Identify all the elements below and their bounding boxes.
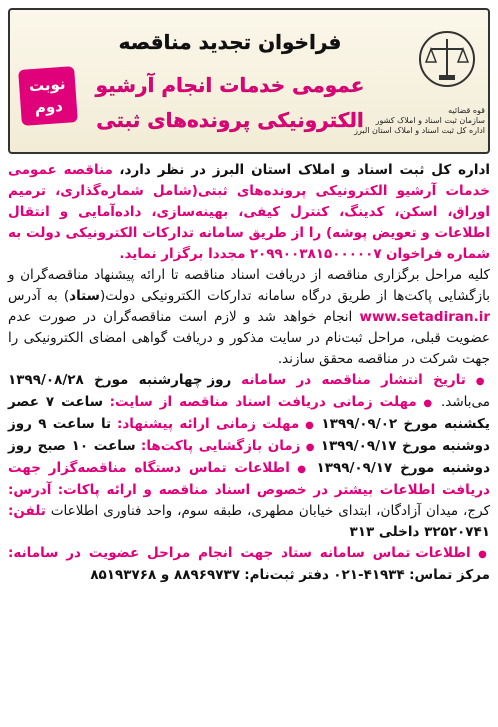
opening-label: زمان بازگشایی پاکت‌ها: [140, 438, 301, 454]
title-line-1: فراخوان تجدید مناقصه [118, 30, 342, 54]
org-line-3: اداره کل ثبت اسناد و املاک استان البرز [354, 126, 485, 135]
dates-paragraph [8, 370, 490, 543]
publish-tail: می‌باشد. [440, 394, 491, 410]
intro-paragraph [8, 160, 490, 265]
phone-label: تلفن: [8, 503, 46, 519]
publish-label: تاریخ انتشار مناقصه در سامانه [241, 372, 466, 388]
process-text-2: ) به آدرس [8, 288, 70, 304]
address-label: آدرس: [8, 482, 52, 498]
tender-number: ۲۰۹۹۰۰۳۸۱۵۰۰۰۰۰۷ [249, 246, 382, 262]
bullet-icon: ● [423, 398, 435, 409]
call-center-label: مرکز تماس: [409, 567, 490, 583]
second-round-badge: نوبت دوم [18, 66, 78, 126]
opening-value: ساعت ۱۰ صبح روز دوشنبه مورخ ۱۳۹۹/۰۹/۱۷ [8, 438, 490, 476]
bullet-icon: ● [297, 464, 310, 475]
setad-contact-paragraph [8, 543, 490, 586]
judiciary-emblem-icon [410, 24, 484, 96]
office-label: دفتر ثبت‌نام: [244, 567, 329, 583]
title-line-3: الکترونیکی پرونده‌های ثبتی [96, 108, 364, 132]
setad-url-link[interactable]: www.setadiran.ir [359, 309, 490, 325]
address-value: کرج، میدان آزادگان، ابتدای خیابان مطهری، طبقه سوم، واحد فناوری اطلاعات [50, 503, 490, 519]
call-center-value: ۴۱۹۳۴-۰۲۱ [333, 567, 405, 583]
notice-header [8, 8, 490, 154]
receive-label: مهلت زمانی دریافت اسناد مناقصه از سایت: [109, 394, 417, 410]
process-text-1: کلیه مراحل برگزاری مناقصه از دریافت اسناد مناقصه تا ارائه پیشنهاد مناقصه‌گران و بازگشایی پاکت‌ها از طریق درگاه سامانه تدارکات الکترونیکی دولت( [8, 267, 490, 304]
phone-value: ۳۲۵۲۰۷۴۱ داخلی ۳۱۳ [349, 524, 490, 540]
submit-value: تا ساعت ۹ روز دوشنبه مورخ ۱۳۹۹/۰۹/۱۷ [8, 416, 490, 454]
process-text-3: انجام خواهد شد و لازم است مناقصه‌گران در صورت عدم عضویت قبلی، مراحل ثبت‌نام در سایت مذکور و دریافت گواهی امضای الکترونیکی را جهت شرکت در مناقصه محقق سازند. [8, 309, 490, 367]
setad-word: ستاد [69, 288, 100, 304]
notice-body [8, 160, 490, 586]
intro-description: خدمات آرشیو الکترونیکی پرونده‌های ثبتی(شامل شماره‌گذاری، ترمیم اوراق، اسکن، کدینگ، کنترل کیفی، بهینه‌سازی، داده‌آمایی و انتقال اطلاعات و تعویض پوشه) را از طریق سامانه تدارکات الکترونیکی دولت به شماره فراخوان [8, 183, 490, 262]
publish-value: روز چهارشنبه مورخ ۱۳۹۹/۰۸/۲۸ [8, 372, 232, 388]
process-paragraph [8, 265, 490, 370]
contact-label: اطلاعات تماس دستگاه مناقصه‌گزار جهت دریافت اطلاعات بیشتر در خصوص اسناد مناقصه و ارائه پاکات: [8, 460, 490, 498]
bullet-icon: ● [305, 420, 316, 431]
intro-ending: مجددا برگزار نماید. [119, 246, 246, 262]
org-line-2: سازمان ثبت اسناد و املاک کشور [375, 116, 485, 125]
title-line-2: عمومی خدمات انجام آرشیو [95, 73, 365, 97]
intro-highlight: مناقصه عمومی [8, 162, 113, 178]
bullet-icon: ● [305, 442, 316, 453]
office-value: ۸۸۹۶۹۷۳۷ و ۸۵۱۹۳۷۶۸ [90, 567, 240, 583]
submit-label: مهلت زمانی ارائه پیشنهاد: [116, 416, 300, 432]
receive-value: ساعت ۷ عصر یکشنبه مورخ ۱۳۹۹/۰۹/۰۲ [8, 394, 490, 432]
org-line-1: قوه قضائیه [448, 106, 485, 115]
bullet-icon: ● [478, 549, 490, 560]
bullet-icon: ● [475, 376, 491, 387]
intro-text: اداره کل ثبت اسناد و املاک استان البرز در نظر دارد، [119, 162, 491, 178]
setad-contact-label: اطلاعات تماس سامانه ستاد جهت انجام مراحل عضویت در سامانه: [8, 545, 471, 561]
